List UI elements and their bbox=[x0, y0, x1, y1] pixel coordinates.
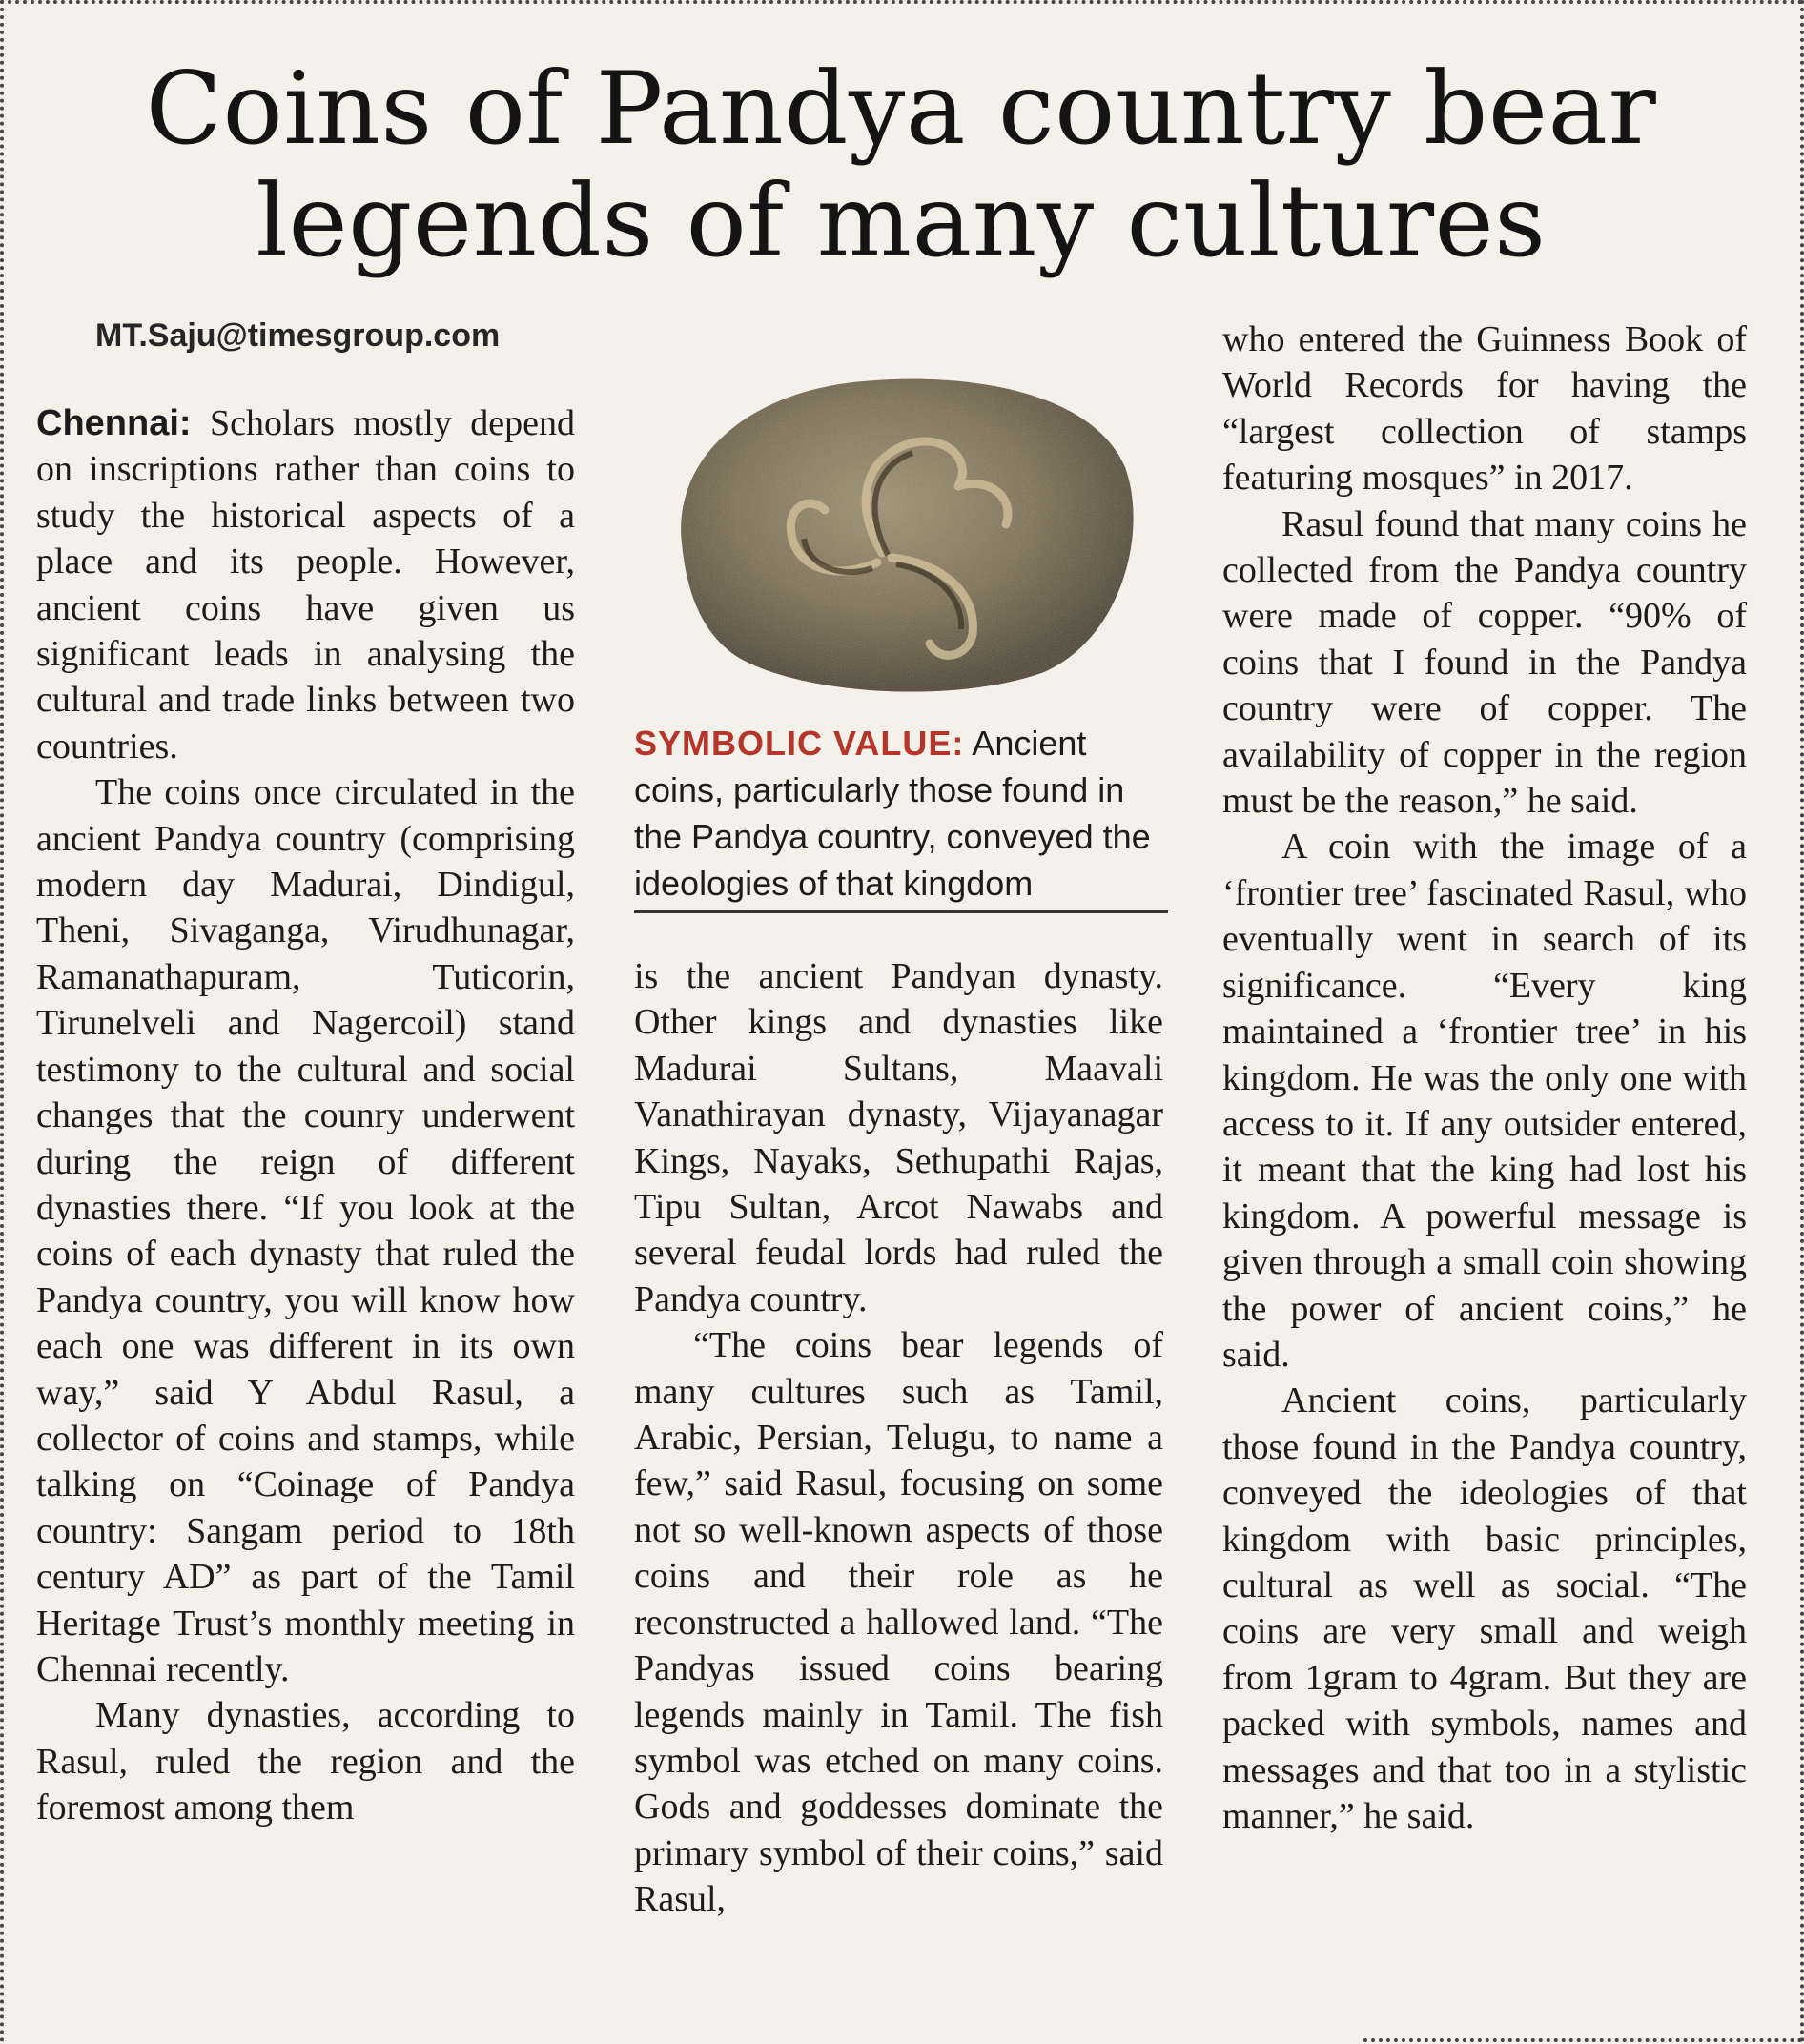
paragraph bbox=[36, 400, 575, 769]
paragraph: who entered the Guinness Book of World Records for having the “largest collection of stamps featuring mosques” in 2017. bbox=[1222, 319, 1747, 499]
byline: MT.Saju@timesgroup.com bbox=[95, 317, 501, 354]
article-column-2 bbox=[634, 953, 1163, 1923]
clipping-border-bottom bbox=[1363, 2038, 1802, 2042]
photo-caption bbox=[634, 720, 1173, 907]
paragraph: Many dynasties, according to Rasul, ruled the region and the foremost among them bbox=[36, 1695, 575, 1829]
paragraph: A coin with the image of a ‘frontier tree’ fascinated Rasul, who eventually went in search of its significance. “Every king maintained a ‘frontier tree’ in his kingdom. He was the only one with access to it. If any outsider entered, it meant that the king had lost his kingdom. A powerful message is given through a small coin showing the power of ancient coins,” he said. bbox=[1222, 827, 1747, 1375]
dateline: Chennai: bbox=[36, 403, 192, 443]
caption-label: SYMBOLIC VALUE: bbox=[634, 724, 965, 763]
article-column-1 bbox=[36, 400, 575, 1831]
paragraph: Rasul found that many coins he collected from the Pandya country were made of copper. “90% of coins that I found in the Pandya country were of copper. The availability of copper in the region must be the reason,” he said. bbox=[1222, 503, 1747, 822]
article-column-3 bbox=[1222, 317, 1747, 1839]
caption-rule bbox=[634, 910, 1168, 913]
paragraph: “The coins bear legends of many cultures such as Tamil, Arabic, Persian, Telugu, to name a few,” said Rasul, focusing on some not so well-known aspects of those coins and their role as he reconstructed a hallowed land. “The Pandyas issued coins bearing legends mainly in Tamil. The fish symbol was etched on many coins. Gods and goddesses dominate the primary symbol of their coins,” said Rasul, bbox=[634, 1325, 1163, 1920]
paragraph-text: Scholars mostly depend on inscriptions rather than coins to study the historical aspects of a place and its people. However, ancient coins have given us significant leads in analysing the cultural and trade links between two countries. bbox=[36, 403, 576, 766]
coin-photo bbox=[644, 353, 1154, 705]
paragraph: Ancient coins, particularly those found in the Pandya country, conveyed the ideologies of that kingdom with basic principles, cultural as well as social. “The coins are very small and weigh from 1gram to 4gram. But they are packed with symbols, names and messages and that too in a stylistic manner,” he said. bbox=[1222, 1380, 1747, 1836]
paragraph: The coins once circulated in the ancient Pandya country (comprising modern day Madurai, Dindigul, Theni, Sivaganga, Virudhunagar, Ramanathapuram, Tuticorin, Tirunelveli and Nagercoil) stand testimony to the cultural and social changes that the counry underwent during the reign of different dynasties there. “If you look at the coins of each dynasty that ruled the Pandya country, you will know how each one was different in its own way,” said Y Abdul Rasul, a collector of coins and stamps, while talking on “Coinage of Pandya country: Sangam period to 18th century AD” as part of the Tamil Heritage Trust’s monthly meeting in Chennai recently. bbox=[36, 772, 575, 1689]
paragraph: is the ancient Pandyan dynasty. Other kings and dynasties like Madurai Sultans, Maavali Vanathirayan dynasty, Vijayanagar Kings, Nayaks, Sethupathi Rajas, Tipu Sultan, Arcot Nawabs and several feudal lords had ruled the Pandya country. bbox=[634, 956, 1163, 1319]
caption-text: Ancient coins, particularly those found in the Pandya country, conveyed the ideologies of that kingdom bbox=[634, 724, 1151, 903]
headline: Coins of Pandya country bear legends of many cultures bbox=[145, 51, 1657, 279]
